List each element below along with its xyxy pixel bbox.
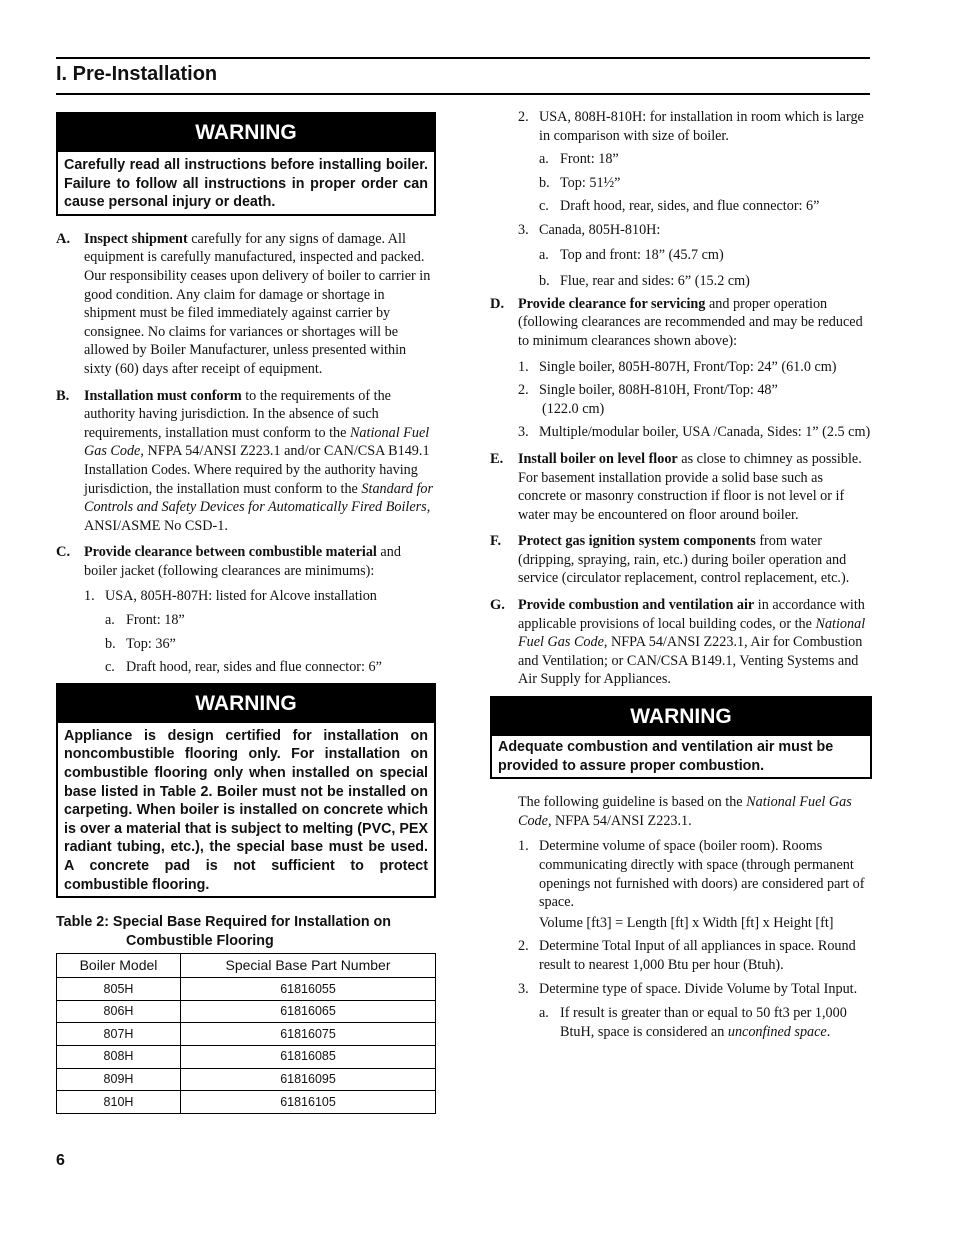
section-d: D. Provide clearance for servicing and proper operation (following clearances are recommended and may be reduced to minimum clearances shown above): — [490, 295, 863, 349]
list-item: 3. Multiple/modular boiler, USA /Canada, Sides: 1” (2.5 cm) — [518, 424, 871, 441]
table-row: 806H 61816065 — [57, 1000, 436, 1023]
section-letter: B. — [56, 387, 70, 404]
list-item: 2. Determine Total Input of all appliances in space. Round result to nearest 1,000 Btu per hour (Btuh). — [518, 938, 856, 973]
table-row: 807H 61816075 — [57, 1023, 436, 1046]
warning-heading: WARNING — [492, 698, 870, 736]
section-lead: Installation must conform — [84, 387, 242, 404]
list-item: 3. Canada, 805H-810H: — [518, 221, 661, 238]
section-e: E. Install boiler on level floor as close to chimney as possible. For basement installation provide a solid base such as concrete or masonry construction if floor is not level or if water may be encountered on floor around boiler. — [490, 450, 862, 523]
warning-heading: WARNING — [58, 114, 434, 152]
code-reference: National Fuel Gas Code — [518, 615, 866, 651]
section-letter: G. — [490, 597, 505, 614]
page-number: 6 — [56, 1152, 65, 1169]
section-letter: D. — [490, 295, 505, 312]
table-row: 810H 61816105 — [57, 1091, 436, 1114]
section-letter: E. — [490, 450, 504, 467]
section-letter: C. — [56, 544, 71, 561]
section-a — [56, 230, 436, 379]
section-c: C. Provide clearance between combustible material and boiler jacket (following clearances are minimums): — [56, 544, 401, 579]
list-subitem: c. Draft hood, rear, sides, and flue connector: 6” — [539, 198, 820, 215]
table-row: 808H 61816085 — [57, 1045, 436, 1068]
list-subitem: b. Flue, rear and sides: 6” (15.2 cm) — [539, 273, 750, 290]
section-letter: F. — [490, 533, 502, 550]
list-item: 1. Single boiler, 805H-807H, Front/Top: 24” (61.0 cm) — [518, 358, 837, 375]
warning-heading: WARNING — [58, 685, 434, 723]
page-title: I. Pre-Installation — [56, 63, 218, 85]
section-lead: Protect gas ignition system components — [518, 533, 756, 550]
column-header-part: Special Base Part Number — [181, 954, 436, 978]
servicing-list — [490, 358, 872, 442]
warning-box-2 — [56, 683, 436, 898]
section-lead: Install boiler on level floor — [518, 450, 678, 467]
warning-text: Carefully read all instructions before installing boiler. Failure to follow all instructions in proper order can cause personal injury or death. — [64, 157, 428, 211]
list-subitem: c. Draft hood, rear, sides and flue connector: 6” — [105, 659, 382, 676]
warning-box-3 — [490, 696, 872, 779]
header-rule-top — [56, 57, 870, 59]
table-caption: Table 2: Special Base Required for Installation on Combustible Flooring — [56, 914, 391, 950]
column-header-model: Boiler Model — [57, 954, 181, 978]
code-reference: National Fuel Gas Code — [518, 794, 852, 829]
warning-text: Appliance is design certified for installation on noncombustible flooring only. For installation on combustible flooring only when installed on special base listed in Table 2. Boiler must not be installed on carpeting. When boiler is installed on concrete which is over a material that is subject to melting (PVC, PEX radiant tubing, etc.), the special base must be used. A concrete pad is not sufficient to protect combustible flooring. — [64, 727, 428, 893]
special-base-table — [56, 953, 436, 1114]
section-lead: Provide clearance between combustible material — [84, 544, 377, 561]
section-lead: Inspect shipment — [84, 230, 188, 247]
section-lead: Provide combustion and ventilation air — [518, 597, 755, 614]
section-body: carefully for any signs of damage. All equipment is carefully manufactured, inspected and packed. Our responsibility ceases upon delivery of boiler to carrier in good condition. Any claim for damage or shortage in shipment must be filed immediately against carrier by consignee. No claims for variances or shortages will be allowed by Boiler Manufacturer, unless presented within sixty (60) days after receipt of equipment. — [84, 230, 431, 377]
volume-formula: Volume [ft3] = Length [ft] x Width [ft] x Height [ft] — [539, 914, 834, 931]
list-subitem: a. Front: 18” — [539, 151, 619, 168]
section-g: G. Provide combustion and ventilation air in accordance with applicable provisions of local building codes, or the National Fuel Gas Code, NFPA 54/ANSI Z223.1, Air for Combustion and Ventilation; or CAN/CSA B149.1, Venting Systems and Air Supply for Appliances. — [490, 597, 866, 688]
list-subitem: a. Front: 18” — [105, 612, 185, 629]
clearance-list-1 — [56, 587, 436, 676]
clearance-list-2 — [490, 108, 872, 291]
guideline-list — [490, 837, 872, 1041]
guideline-intro: The following guideline is based on the National Fuel Gas Code, NFPA 54/ANSI Z223.1. — [518, 794, 852, 829]
list-item: 3. Determine type of space. Divide Volume by Total Input. — [518, 980, 858, 997]
standard-reference: Standard for Controls and Safety Devices for Automatically Fired Boilers — [84, 480, 434, 516]
list-subitem: b. Top: 51½” — [539, 174, 621, 191]
list-subitem: a. If result is greater than or equal to 50 ft3 per 1,000 BtuH, space is considered an unconfined space. — [539, 1005, 847, 1040]
header-rule-bottom — [56, 93, 870, 95]
list-item: 1. Determine volume of space (boiler room). Rooms communicating directly with space (through permanent openings not furnished with doors) are considered part of space. Volume [ft3] = Length [ft] x Width [ft] x Height [ft] — [518, 837, 872, 932]
left-column — [56, 112, 436, 1114]
list-subitem: a. Top and front: 18” (45.7 cm) — [539, 246, 724, 263]
section-b: B. Installation must conform to the requirements of the authority having jurisdiction. In the absence of such requirements, installation must conform to the National Fuel Gas Code, NFPA 54/ANSI Z223.1 and/or CAN/CSA B149.1 Installation Codes. Where required by the authority having jurisdiction, the installation must conform to the Standard for Controls and Safety Devices for Automatically Fired Boilers, ANSI/ASME No CSD-1. — [56, 387, 434, 534]
list-item: 2. Single boiler, 808H-810H, Front/Top: 48” (122.0 cm) — [518, 382, 778, 417]
section-lead: Provide clearance for servicing — [518, 295, 706, 312]
warning-text: Adequate combustion and ventilation air must be provided to assure proper combustion. — [498, 739, 834, 774]
right-column — [490, 108, 872, 1041]
table-row: 805H 61816055 — [57, 978, 436, 1001]
table-row: 809H 61816095 — [57, 1068, 436, 1091]
list-item: 1. USA, 805H-807H: listed for Alcove installation — [84, 588, 377, 605]
section-f: F. Protect gas ignition system components from water (dripping, spraying, rain, etc.) during boiler operation and service (circulator replacement, control replacement, etc.). — [490, 533, 850, 587]
table-header-row — [57, 954, 436, 978]
section-letter: A. — [56, 230, 71, 247]
code-reference: National Fuel Gas Code — [84, 424, 430, 460]
list-subitem: b. Top: 36” — [105, 635, 176, 652]
warning-box-1 — [56, 112, 436, 216]
list-item: 2. USA, 808H-810H: for installation in room which is large in comparison with size of boiler. — [518, 109, 864, 144]
